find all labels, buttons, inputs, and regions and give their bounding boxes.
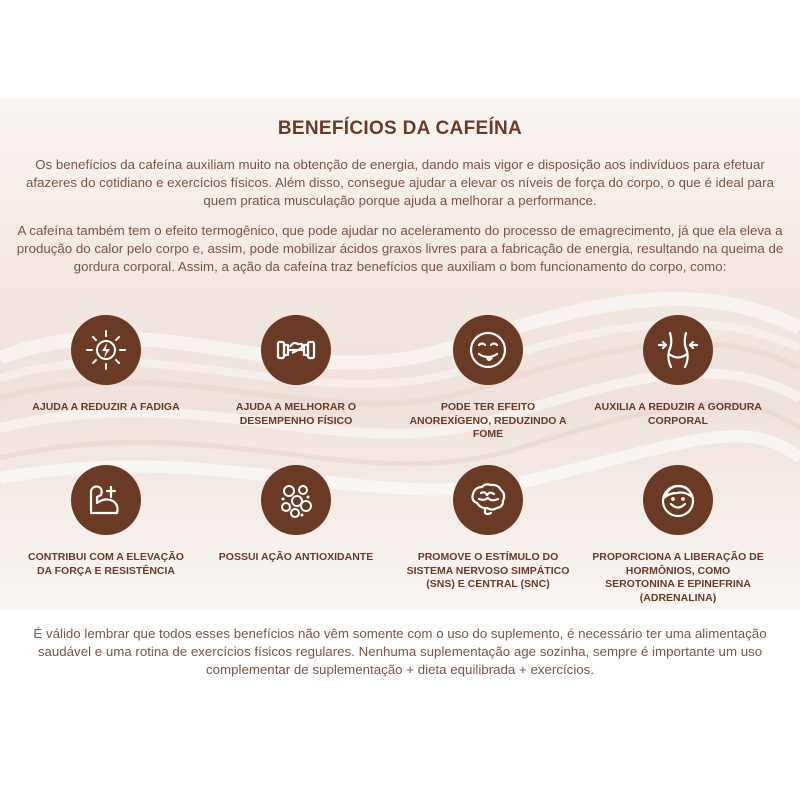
benefit-label: AJUDA A MELHORAR O DESEMPENHO FÍSICO <box>235 401 357 427</box>
molecules-icon <box>261 465 331 535</box>
benefit-item <box>201 315 391 428</box>
flexed-arm-icon <box>71 465 141 535</box>
benefit-label: PODE TER EFEITO ANOREXÍGENO, REDUZINDO A FOME <box>409 401 567 440</box>
benefit-label: PROMOVE O ESTÍMULO DO SISTEMA NERVOSO SIMPÁTICO (SNS) E CENTRAL (SNC) <box>406 551 570 590</box>
happy-face-icon <box>643 465 713 535</box>
intro-paragraph: Os benefícios da cafeína auxiliam muito na obtenção de energia, dando mais vigor e disposição aos indivíduos para efetuar afazeres do cotidiano e exercícios físicos. Além disso, consegue ajudar a elevar os níveis de força do corpo, o que é ideal para quem pratica musculação porque ajuda a melhorar a performance. <box>25 157 774 208</box>
benefit-item <box>393 465 583 592</box>
benefit-item <box>583 465 773 605</box>
face-icon <box>453 315 523 385</box>
benefit-item <box>11 465 201 578</box>
benefit-label: PROPORCIONA A LIBERAÇÃO DE HORMÔNIOS, COMO SEROTONINA E EPINEFRINA (ADRENALINA) <box>592 551 764 604</box>
brain-icon <box>453 465 523 535</box>
benefit-label: AJUDA A REDUZIR A FADIGA <box>32 401 180 413</box>
benefit-item <box>11 315 201 415</box>
dumbbell-icon <box>261 315 331 385</box>
page-title: BENEFÍCIOS DA CAFEÍNA <box>277 118 523 139</box>
waist-icon <box>643 315 713 385</box>
thermogenic-paragraph: A cafeína também tem o efeito termogênico, que pode ajudar no aceleramento do processo de emagrecimento, já que ela eleva a produção do calor pelo corpo e, assim, pode mobilizar ácidos graxos livres para a fabricação de energia, resultando na queima de gordura corporal. Assim, a ação da cafeína traz benefícios que auxiliam o bom funcionamento do corpo, como: <box>16 223 784 274</box>
benefit-item <box>201 465 391 565</box>
benefit-label: POSSUI AÇÃO ANTIOXIDANTE <box>218 551 374 563</box>
benefit-label: CONTRIBUI COM A ELEVAÇÃO DA FORÇA E RESISTÊNCIA <box>28 551 184 577</box>
footer-note: É válido lembrar que todos esses benefícios não vêm somente com o uso do suplemento, é necessário ter uma alimentação saudável e uma rotina de exercícios físicos regulares. Nenhuma suplementação age sozinha, sempre é importante um uso complementar de suplementação + dieta equilibrada + exercícios. <box>33 626 767 677</box>
energy-icon <box>71 315 141 385</box>
benefit-item <box>583 315 773 428</box>
benefit-item <box>393 315 583 442</box>
benefit-label: AUXILIA A REDUZIR A GORDURA CORPORAL <box>594 401 762 427</box>
